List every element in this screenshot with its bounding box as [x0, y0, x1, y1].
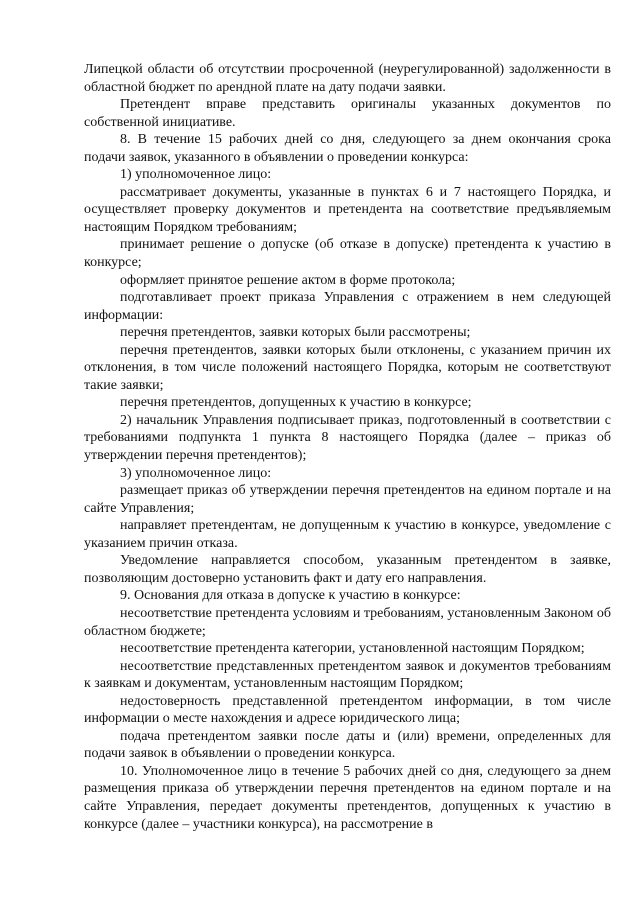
paragraph-ground-category: несоответствие претендента категории, установленной настоящим Порядком; — [120, 641, 585, 657]
paragraph-originals-right: Претендент вправе представить оригиналы указанных документов по собственной инициативе. — [84, 97, 611, 130]
paragraph-subclause-3: 3) уполномоченное лицо: — [120, 465, 272, 481]
paragraph-ground-late: подача претендентом заявки после даты и (или) времени, определенных для подачи заявок в объявлении о проведении конкурса. — [84, 728, 611, 762]
paragraph-subclause-2: 2) начальник Управления подписывает приказ, подготовленный в соответствии с требованиями подпункта 1 пункта 8 настоящего Порядка (далее – приказ об утверждении перечня претендентов); — [84, 412, 611, 464]
paragraph-subclause-1: 1) уполномоченное лицо: — [120, 167, 272, 183]
paragraph-continuation: Липецкой области об отсутствии просроченной (неурегулированной) задолженности в областной бюджет по арендной плате на дату подачи заявки. — [84, 62, 611, 95]
paragraph-notice-method: Уведомление направляется способом, указанным претендентом в заявке, позволяющим достоверно установить факт и дату его направления. — [84, 553, 611, 586]
paragraph-list-reviewed: перечня претендентов, заявки которых были рассмотрены; — [120, 325, 471, 341]
paragraph-sends-notice: направляет претендентам, не допущенным к участию в конкурсе, уведомление с указанием причин отказа. — [84, 518, 611, 551]
paragraph-list-rejected: перечня претендентов, заявки которых были отклонены, с указанием причин их отклонения, в том числе положений настоящего Порядка, которым не соответствуют такие заявки; — [84, 342, 611, 393]
paragraph-ground-law: несоответствие претендента условиям и требованиям, установленным Законом об областном бюджете; — [84, 605, 611, 639]
paragraph-reviews-documents: рассматривает документы, указанные в пунктах 6 и 7 настоящего Порядка, и осуществляет проверку документов и претендента на соответствие предъявляемым настоящим Порядком требованиям; — [84, 184, 611, 235]
paragraph-publishes-order: размещает приказ об утверждении перечня претендентов на едином портале и на сайте Управления; — [84, 483, 611, 516]
paragraph-ground-documents: несоответствие представленных претендентом заявок и документов требованиям к заявкам и документам, установленным настоящим Порядком; — [84, 658, 611, 692]
paragraph-ground-inaccuracy: недостоверность представленной претендентом информации, в том числе информации о месте нахождения и адресе юридического лица; — [84, 693, 611, 727]
paragraph-draft-order: подготавливает проект приказа Управления с отражением в нем следующей информации: — [84, 290, 611, 323]
paragraph-protocol: оформляет принятое решение актом в форме протокола; — [120, 272, 456, 288]
paragraph-admission-decision: принимает решение о допуске (об отказе в допуске) претендента к участию в конкурсе; — [84, 237, 611, 271]
paragraph-clause-8: 8. В течение 15 рабочих дней со дня, следующего за днем окончания срока подачи заявок, указанного в объявлении о проведении конкурса: — [84, 132, 611, 165]
paragraph-clause-9: 9. Основания для отказа в допуске к участию в конкурсе: — [120, 588, 461, 604]
paragraph-list-admitted: перечня претендентов, допущенных к участию в конкурсе; — [120, 395, 472, 411]
paragraph-clause-10: 10. Уполномоченное лицо в течение 5 рабочих дней со дня, следующего за днем размещения приказа об утверждении перечня претендентов на едином портале и на сайте Управления, передает документы претендентов, допущенных к участию в конкурсе (далее – участники конкурса), на рассмотрение в — [84, 763, 611, 832]
document-body — [84, 61, 611, 833]
